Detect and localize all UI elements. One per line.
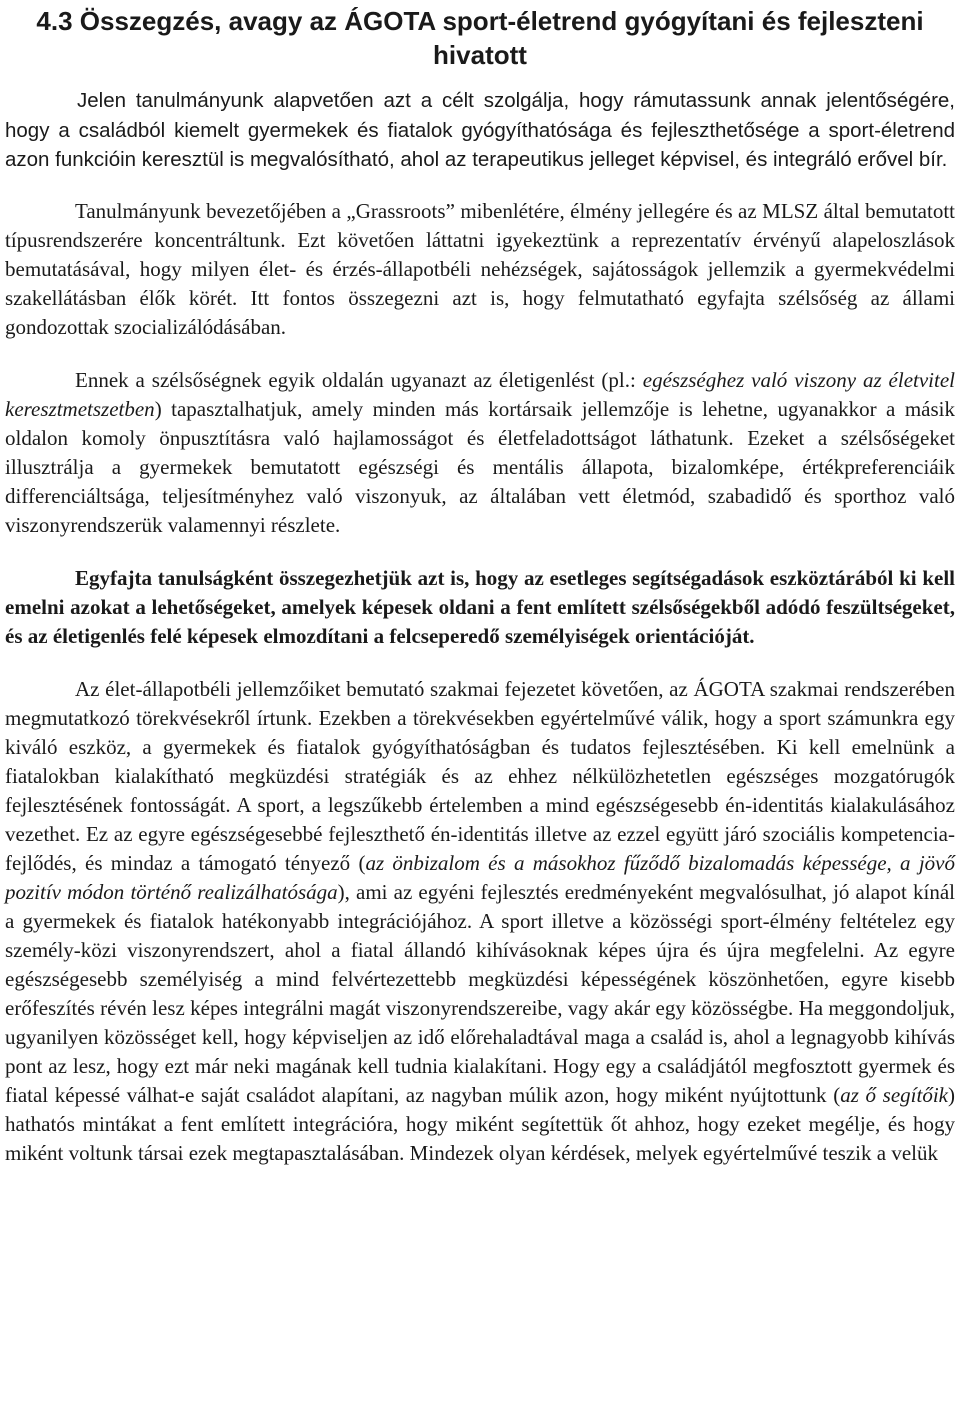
document-page (5, 4, 955, 1192)
paragraph-agota-italic-1: az önbizalom és a másokhoz fűződő bizalomadás képessége, a jövő pozitív módon történő realizálhatósága (5, 850, 955, 904)
paragraph-agota-text-c: ), ami az egyéni fejlesztés eredményeként megvalósulhat, jó alapot kínál a gyermekek és fiatalok hatékonyabb integrációjához. A sport illetve a közösségi sport-élmény feltételez egy személy-közi viszonyrendszert, ahol a fiatal állandó kihívásoknak képes újra és újra megfelelni. Az egyre egészségesebb személyiség a mind felvértezettebb megküzdési képességének köszönhetően, egyre kisebb erőfeszítés révén lesz képes integrálni magát viszonyrendszereibe, vagy akár egy közösségbe. Ha meggondoljuk, ugyanilyen közösséget kell, hogy képviseljen az idő előrehaladtával maga a család is, ahol a legnagyobb kihívás pont az lesz, hogy ezt már neki magának kell tudnia kialakítani. Hogy egy a családjától megfosztott gyermek és fiatal képessé válhat-e saját családot alapítani, az nagyban múlik azon, hogy miként nyújtottunk ( (5, 879, 955, 1107)
paragraph-grassroots-text: Tanulmányunk bevezetőjében a „Grassroots” mibenlétére, élmény jellegére és az MLSZ által bemutatott típusrendszerére koncentráltunk. Ezt követően láttatni igyekeztünk a reprezentatív érvényű alapeloszlások bemutatásával, hogy milyen élet- és érzés-állapotbéli nehézségek, sajátosságok jellemzik a gyermekvédelmi szakellátásban élők körét. Itt fontos összegezni azt is, hogy felmutatható egyfajta szélsőség az állami gondozottak szocializálódásában. (5, 198, 955, 339)
paragraph-agota-text-a: Az élet-állapotbéli jellemzőiket bemutató szakmai fejezetet követően, az ÁGOTA szakmai rendszerében megmutatkozó törekvésekről írtunk. Ezekben a törekvésekben egyértelművé válik, hogy a sport számunkra egy kiváló eszköz, a gyermekek és fiatalok gyógyíthatóságban és tudatos fejlesztésében. Ki kell emelnünk a fiatalokban kialakítható megküzdési stratégiák és az ehhez nélkülözhetetlen egészséges mozgatórugók fejlesztésének fontosságát. A sport, a legszűkebb értelemben a mind egészségesebb én-identitás kialakulásához vezethet. Ez az egyre egészségesebbé fejleszthető én-identitás illetve az ezzel együtt járó szociális kompetencia-fejlődés, és mindaz a támogató tényező ( (5, 676, 955, 875)
paragraph-intro (5, 86, 955, 175)
section-heading: 4.3 Összegzés, avagy az ÁGOTA sport-életrend gyógyítani és fejleszteni hivatott (36, 6, 924, 70)
paragraph-agota-text-e: ) hathatós mintákat a fent említett integrációra, hogy miként segítettük őt ahhoz, hogy ezeket megélje, és hogy miként voltunk társai ezek megtapasztalásában. Mindezek olyan kérdések, melyek egyértelművé teszik a velük (5, 1082, 955, 1165)
paragraph-agota-italic-2: az ő segítőik (840, 1082, 948, 1107)
paragraph-extremes-text-c: ) tapasztalhatjuk, amely minden más kortársaik jellemzője is lehetne, ugyanakkor a másik oldalon komoly önpusztításra való hajlamosságot és életfeladottságot láthatunk. Ezeket a szélsőségeket illusztrálja a gyermekek bemutatott egészségi és mentális állapota, bizalomképe, értékpreferenciáik differenciáltsága, teljesítményhez való viszonyuk, az általában vett életmód, szabadidő és sporthoz való viszonyrendszerük valamennyi részlete. (5, 396, 955, 537)
paragraph-intro-text: Jelen tanulmányunk alapvetően azt a célt szolgálja, hogy rámutassunk annak jelentőségére, hogy a családból kiemelt gyermekek és fiatalok gyógyíthatósága és fejleszthetősége a sport-életrend azon funkcióin keresztül is megvalósítható, ahol az terapeutikus jelleget képvisel, és integráló erővel bír. (5, 89, 955, 171)
paragraph-lesson (5, 564, 955, 651)
paragraph-lesson-text: Egyfajta tanulságként összegezhetjük azt is, hogy az esetleges segítségadások eszköztárából ki kell emelni azokat a lehetőségeket, amelyek képesek oldani a fent említett szélsőségekből adódó feszültségeket, és az életigenlés felé képesek elmozdítani a felcseperedő személyiségek orientációját. (5, 565, 955, 648)
paragraph-grassroots (5, 197, 955, 342)
paragraph-agota (5, 675, 955, 1168)
paragraph-extremes (5, 366, 955, 540)
paragraph-extremes-italic: egészséghez való viszony az életvitel keresztmetszetben (5, 367, 955, 421)
paragraph-extremes-text-a: Ennek a szélsőségnek egyik oldalán ugyanazt az életigenlést (pl.: (75, 367, 643, 392)
